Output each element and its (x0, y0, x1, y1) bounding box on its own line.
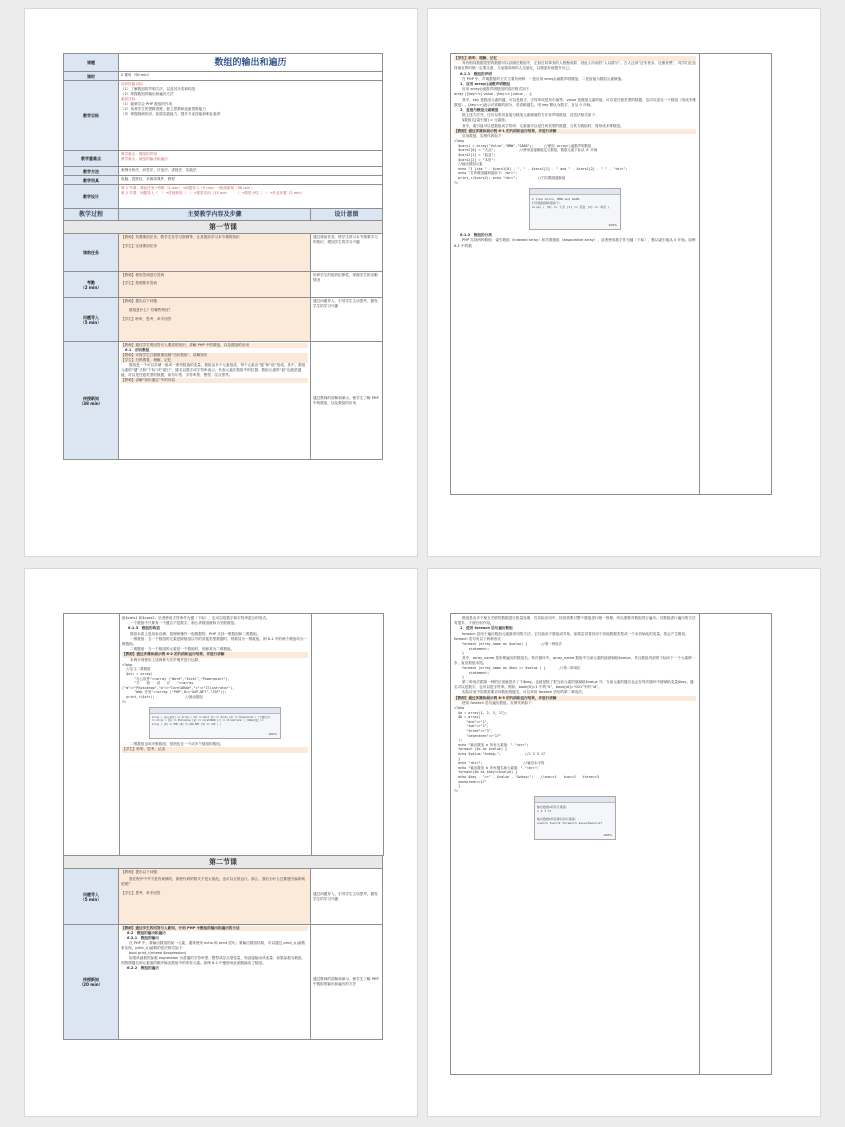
goal-quality-title: 素质目标： (121, 97, 139, 101)
teacher-step: 【教师】通过学生的回答引入要讲的知识，讲解 PHP 中的数组，以及数组的应用 (121, 343, 308, 348)
teacher-step: 【教师】讲解“知识通过”中的内容 (121, 378, 308, 383)
paragraph: 应用数组，实例代码如下： (462, 134, 506, 139)
key-point: 教学重点：数组的声明 (121, 152, 157, 156)
paragraph: 具有相同数据类型的数据可以存储在数组中，正如在同事务的人相聚成群，因此人所说的“人以群分”。古人还讲“近朱者赤，近墨者黑”，同学们在选择朋友的时候一定要注意，与品德高尚的人交朋友，以便更好地提升自己。 (454, 61, 696, 71)
code-block: <?php $cars1 = array("Volvo","BMW","SAAB"); //使用 array()函数声明数组 $cars2[0] = "大众"; //使用直接赋值定义数组，数组元素下标从 0 开始 $cars2[1] = "起亚"; $cars2[2] = "本田"; //输出数组元素 echo "I like " . $cars1[0] . ", " . $cars1[1] . " and " . $cars1[2] . "." . "<br>"; echo "打印数组键和值如下: <br>"; print_r($cars2); echo "<br>"; //打印数组键和值 ?> (454, 139, 628, 185)
browser-screenshot (149, 707, 281, 739)
method-value: 案例分析法、问答法、讨论法、讲授法、实践法 (119, 167, 383, 176)
intro-content (119, 869, 311, 925)
question: 需在程序中并不是有规律的，即使代码的格式不是太规范，也可以正常运行。那么，我们为什么还要遵守编码规范呢？ (121, 877, 306, 886)
header-content: 主要教学内容及步骤 (119, 209, 311, 221)
browser-screenshot (529, 188, 621, 230)
section-heading: 6.1.1 数组的声明 (460, 71, 492, 76)
browser-screenshot (534, 796, 616, 840)
title-label: 课题 (64, 54, 119, 72)
student-step: 【学生】思考、举手回答 (121, 891, 161, 895)
section-heading: 6.1.3 数组的构造 (128, 626, 160, 631)
zoom-level: 100% (603, 833, 612, 838)
goal-content (119, 81, 383, 151)
paragraph: 二维数组也叫多维数组，是指包含一个或多个数组的数组。 (130, 742, 224, 747)
paragraph: 实际应用中如果需要访问数组的键名，可以采用 foreach 语句的第二种用法。 (462, 690, 586, 695)
process-column-border (119, 614, 120, 856)
intro-intent: 通过问题导入，引导学生主动思考，激发学生的学习兴趣 (311, 298, 383, 342)
browser-output: Array ( [办公软件] => Array ( [0] => Word [1] => Excel [2] => Powerpoint ) [平面设计] => Array ( [m] => Photoshop [a] => CorelDRAW [c] => Illustrator ) [Web开发] => Array ( [0] => PHP [8] => ASP.NET [9] => JSP ) ) (152, 716, 271, 726)
browser-output: 输出数组a所有元素值： 1 2 3 17 输出数组b所有键名和元素值： one=>1 two=>2 three=>3 seventeen=>17 (537, 805, 603, 826)
goal-item: （3）掌握基础知识，拓展实践能力，提升专业技能和职业素养 (121, 112, 221, 116)
row-label-intro (64, 869, 119, 925)
paragraph: 数组本质上是用来存储、管理和操作一组数据的，PHP 支持一维数组和二维数组。 (130, 631, 261, 636)
header-intent: 设计意图 (311, 209, 383, 221)
code-block: <?php //定义二维数组 $str = array( "办公软件"=>array ("Word","Excel","Powerpoint"), "平 面 设 计 "=>array ("m"=>"Photoshop","a"=>"CorelDRAW","c"=>"Illustrator"), "Web 开发"=>array ("PHP",8=>"ASP.NET","JSP")); print_r($str); //输出数组 ?> (122, 662, 235, 704)
newknowledge-content (119, 342, 311, 460)
intro-content (119, 298, 311, 342)
page-2 (427, 8, 821, 557)
zoom-level: 100% (608, 222, 617, 227)
goal-item: （1）能够学会 PHP 数组的作用 (121, 102, 173, 106)
student-step: 【学生】扫码观看、理解、记忆 (121, 358, 308, 363)
page-3 (24, 568, 418, 1117)
attendance-time: （2 min） (80, 284, 102, 290)
teacher-step: 【教师】通过多媒体展示例 6-1 的代码和运行结果，并进行讲解 (454, 129, 696, 134)
page4-body (454, 616, 696, 843)
sub-heading: 1．使用 foreach 语句遍历数组 (460, 626, 513, 631)
design-content (119, 185, 383, 209)
syntax: $数组名[索引值] = 元素值; (462, 118, 506, 123)
page-1 (24, 8, 418, 557)
pretask-intent: 通过课前任务，使学生预习本节课要学习的知识，增加学生的学习兴趣 (311, 234, 383, 272)
newknowledge-content (119, 925, 311, 1040)
hours-label: 课时 (64, 72, 119, 81)
teacher-step: 【教师】使用签到进行签到 (121, 273, 165, 277)
intro-time: （5 min） (80, 896, 102, 902)
lesson-2-table (63, 855, 383, 1040)
student-step: 【学生】按照要求签到 (121, 281, 157, 285)
paragraph: 除上述方法外，还可以采用直接为数组元素赋值的方法来声明数组，其语法格式如下： (462, 113, 599, 118)
student-step: 【学生】完成课前任务 (121, 244, 157, 248)
page3-body (122, 616, 308, 753)
attendance-content (119, 272, 311, 298)
teacher-step: 【教师】布置课前任务，教学生在学习资源等，让其提前学习本节课的知识 (121, 235, 240, 239)
newknowledge-time: （20 min） (79, 982, 103, 987)
goal-item: （1）了解数组的声明方法，以及其分类和构造 (121, 87, 196, 91)
design-lesson-1: 第 1 节课：课前任务→考勤（2 min）→问题导入（5 min）→传授新知（38 min） (121, 186, 254, 190)
student-step: 【学生】聆听、思考、举手回答 (121, 317, 172, 321)
goal-item: （2）培养学生的逻辑思维、独立思维和创新思维能力 (121, 107, 206, 111)
intent-column (699, 54, 700, 494)
row-label-newknowledge (64, 925, 119, 1040)
paragraph: 应用 array()函数声明数组的语法格式如下： (462, 87, 533, 92)
newknowledge-label: 传授新知 (83, 977, 99, 982)
syntax: bool print_r(mixed $expression) (129, 951, 187, 955)
teacher-step: 【教师】安排学生扫描微课视频“初识数组”，讲解知识 (121, 353, 308, 358)
newknowledge-label: 传授新知 (83, 395, 99, 401)
lesson-title: 数组的输出和遍历 (119, 54, 383, 72)
row-label-pretask: 课前任务 (64, 234, 119, 272)
design-lesson-2: 第 2 节课：问题导入（ ）→传授新知（ ）→课堂实训（15 min ）→课堂小结（ ）→作业布置（2 min） (121, 191, 305, 195)
page2-body (454, 56, 696, 249)
attendance-label: 考勤 (87, 279, 95, 285)
content-frame (450, 613, 772, 1075)
section-heading: 6.2 数组的输出和遍历 (127, 931, 166, 935)
teacher-step: 【教师】提出以下问题： (121, 870, 161, 874)
newknowledge-intent: 通过教师的讲解和演示，使学生了解 PHP 中数组的输出和遍历的方法 (311, 925, 383, 1040)
syntax: array ( [key=>] value , [key=>] value , …); (454, 92, 533, 97)
teacher-step: 【教师】通过多媒体展示例 6-2 的代码和运行结果，并进行讲解 (122, 652, 308, 657)
sub-heading: 6.2.2 数组的遍历 (127, 966, 159, 970)
row-label-attendance (64, 272, 119, 298)
paragraph: 本例分别使用上述两种方法声明并进行运算。 (130, 657, 202, 662)
teacher-step: 【教师】提出以下问题： (121, 299, 161, 303)
student-step: 【学生】聆听、思考、记录 (122, 747, 308, 752)
paragraph: 如果该函数的参数 expression 为普通的字符串型、整型或浮点型变量，则直接输出该变量；如果参数为数组，则按照键名和元素值的顺序输出数组中的所有元素。如例 6-2 中便使用此函数输出了数组。 (121, 956, 306, 965)
page-4 (427, 568, 821, 1117)
difficult-point: 教学难点：数组的输出和遍历 (121, 157, 168, 161)
goal-item: （2）掌握数组的输出和遍历方法 (121, 92, 174, 96)
header-process: 教学过程 (64, 209, 119, 221)
code-syntax: foreach (array_name as $key => $value ) { //第二种用法 statement; } (462, 666, 581, 680)
paragraph: PHP 支持两种数组：索引数组（indexed array）和关联数组（associative array），前者使用数字作为键（下标），默认索引值从 0 开始。如例 6-1 中的数 (454, 238, 696, 248)
intro-intent: 通过问题导入，引导学生主动思考，激发学生的学习兴趣 (311, 869, 383, 925)
teacher-step: 【教师】通过学生的回答引入新知，介绍 PHP 中数组的输出和遍历的方法 (121, 926, 308, 931)
key-content (119, 151, 383, 167)
row-label-newknowledge (64, 342, 119, 460)
student-step: 【学生】聆听、理解、记忆 (454, 56, 696, 61)
teacher-step: 【教师】通过多媒体展示例 6-3 的代码和运行结果，并进行讲解 (454, 696, 696, 701)
paragraph: 组$cars1 和$cars2；后者使用字符串作为键（下标），也可以是数字和字符串混合的形式。 (122, 616, 270, 620)
attendance-intent: 培养学生的组织纪律性，掌握学生的出勤情况 (311, 272, 383, 298)
section-lesson-2: 第二节课 (64, 856, 383, 869)
sub-heading: 2．直接为数组元素赋值 (460, 108, 499, 113)
sub-heading: 6.2.1 数组的输出 (127, 936, 159, 940)
paragraph: 在 PHP 中，声明数组的方式主要有两种：一是应用 array()函数声明数组，二是直接为数组元素赋值。 (462, 76, 625, 81)
content-frame (63, 613, 384, 856)
design-label: 教学设计 (64, 185, 119, 209)
paragraph: 其中，array_name 是所要遍历的数组名。每次循环中，array_name 数组中当前元素的值被赋给$value，并且数组内部的下标向下一个元素移一步，直至数组末尾。 (454, 655, 696, 665)
paragraph: 其中，索引值可以是数组或字符串；元素值可以是任何类型的数据，当其为数组时，将形成多维数组。 (462, 123, 624, 128)
paragraph: 其中，key 是数组元素的键，可以是数字、字符串或是布尔值等；value 是数组元素的值，可以是任意类型的数据，也可以是另一个数组（形成多维数组）。[key=>]表示可省略的部分，若省略键名，则 key 默认为数字，且从 0 开始。 (454, 97, 697, 107)
newknowledge-time: （38 min） (79, 400, 103, 406)
paragraph: 二维数组：当一个数组的元素是一个数组时，则称其为二维数组。 (130, 647, 235, 652)
goal-label: 教学目标 (64, 81, 119, 151)
browser-output: I like Volvo, BMW and SAAB. 打印数组键和值如下: Array ( [0] => 大众 [1] => 起亚 [2] => 本田 ) (532, 197, 610, 210)
key-label: 教学重难点 (64, 151, 119, 167)
section-heading: 6.1 初识数组 (125, 348, 150, 352)
paragraph: 使用 foreach 语句遍历数组。实例代码如下： (462, 700, 536, 705)
paragraph: 一个数组中只要有一个键名不是数字，那么该数组就称为关联数组。 (130, 621, 238, 626)
pretask-content (119, 234, 311, 272)
section-heading: 6.1.2 数组的分类 (460, 233, 492, 238)
hours-value: 2 课时（90 min） (119, 72, 383, 81)
content-frame (450, 53, 772, 495)
lesson-plan-table (63, 53, 383, 460)
section-lesson-1: 第一节课 (64, 221, 383, 234)
intent-column (699, 614, 700, 1074)
tools-value: 电脑、投影仪、多媒体课件、教材 (119, 176, 383, 185)
paragraph: 一维数组：当一个数组的元素是除数组以外的其他类型数据时，则称其为一维数组。例 6-1 中的两个数组均为一维数组。 (122, 636, 308, 647)
code-syntax: foreach (array_name as $value) { //第一种用法 statement; } (462, 642, 562, 656)
intro-label: 问题导入 (83, 891, 99, 897)
code-block: <?php $a = array(1, 2, 3, 17); $b = array( "one"=>"1", "two"=>"2", "three"=>"3", "seventeen"=>"17" ); echo "输出数组 a 所有元素值："."<br>"; foreach ($a as $value) { echo $value."&nbsp;"; //1 2 3 17 } echo "<br>"; //输出水平线 echo "输出数组 b 所有键名和元素值："."<br>"; foreach($b as $key=>$value) { echo $key . "=>" . $value . "&nbsp;"; //one=>1 two=>2 three=>3 seventeen=>17" } ?> (454, 706, 599, 793)
method-label: 教学方法 (64, 167, 119, 176)
sub-heading: 1．应用 array()函数声明数组 (460, 82, 511, 87)
paragraph: 在 PHP 中，要输出数组的某一元素，通常使用 echo 和 print 语句；要输出数组结构，可以通过 print_r()函数来实现。print_r()函数的语法格式如下： (121, 941, 306, 950)
zoom-level: 100% (268, 731, 277, 736)
paragraph: 第二种用法跟第一种的区别就是多了个$key。也就是除了把当前元素的值赋给$value 外，当前元素的键名也会在每次循环中被赋给变量$key，键名可以是数字，也可以是字符串。例如，book[0]=1 中的“0”，book[id]="001"中的“id”。 (454, 679, 694, 690)
paragraph: foreach 是用于遍历数组元素最常用的方法。它仅能用于数组或对象，如果尝试将其用于其他数据类型或一个未初始化的变量，将会产生错误。foreach 语句有以下两种形式： (454, 631, 689, 641)
question: 数组是什么？有哪些特征？ (129, 308, 173, 312)
paragraph: 数组是一个可以存储一组或一系列数值的变量。数组由多个元素组成，每个元素由“键”和“值”组成。其中，数组元素的“键”又称“下标”或“索引”，键名以数字或字符串表示，代表元素在数组中的位置；数组元素的“值”也就是键值，可以是任意类型的数据，如布尔型、字符串型、整型、浮点型等。 (121, 363, 306, 377)
newknowledge-intent: 通过教师的讲解和演示，使学生了解 PHP 中的数组，以及数组的应用 (311, 342, 383, 460)
intro-time: （5 min） (80, 319, 102, 325)
tools-label: 教学用具 (64, 176, 119, 185)
paragraph: 数组是由多个相互关联的数据进行批量处理，在实际应用中，经常需要对整个数组进行统一管理，所以需要对数组进行遍历。对数组进行遍历的方法有很多，下面分别介绍。 (454, 616, 696, 626)
intro-label: 问题导入 (83, 314, 99, 320)
intent-column (311, 614, 312, 856)
row-label-intro (64, 298, 119, 342)
goal-knowledge-title: 知识技能目标： (121, 82, 147, 86)
